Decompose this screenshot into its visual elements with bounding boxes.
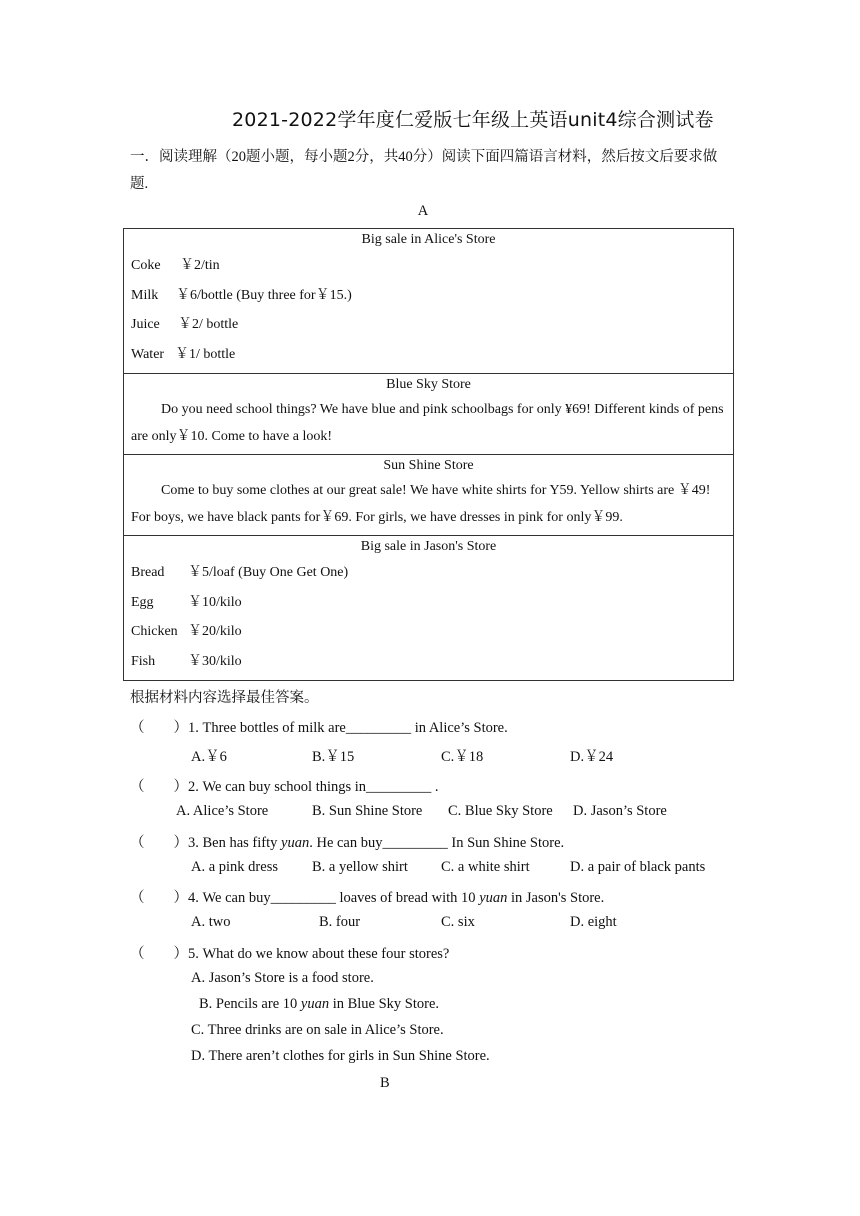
answer-blank: （ ）: [130, 946, 188, 962]
question-2: [130, 775, 439, 796]
store-row-sunshine: [124, 455, 734, 536]
store-name: Blue Sky Store: [386, 377, 471, 392]
stores-table: [123, 228, 734, 681]
answer-blank: （ ）: [130, 890, 188, 906]
option-a: A. Alice’s Store: [176, 803, 269, 819]
option-d: D. Jason’s Store: [573, 803, 667, 819]
option-a: A. Jason’s Store is a food store.: [191, 970, 374, 986]
store-row-alice: [124, 229, 734, 374]
price-line: Coke ￥2/tin: [131, 258, 220, 273]
passage-a-label: A: [417, 203, 429, 219]
option-a: A.￥6: [191, 749, 227, 765]
option-c: C. a white shirt: [441, 859, 530, 875]
option-b: B. four: [319, 914, 361, 930]
price-line: Juice ￥2/ bottle: [131, 317, 239, 332]
option-b: B. Pencils are 10 yuan in Blue Sky Store.: [199, 996, 440, 1012]
option-d: D.￥24: [570, 749, 614, 765]
answer-blank: （ ）: [130, 779, 188, 795]
question-stem: 1. Three bottles of milk are_________ in Alice’s Store.: [188, 720, 508, 736]
price-line: Bread ￥5/loaf (Buy One Get One): [131, 565, 349, 580]
price-line: Egg ￥10/kilo: [131, 594, 242, 610]
section-instructions: 一．阅读理解（20题小题，每小题2分，共40分）阅读下面四篇语言材料，然后按文后要求做题.: [130, 149, 718, 192]
store-description: Come to buy some clothes at our great sale! We have white shirts for Y59. Yellow shirts are ￥49! For boys, we have black pants for￥69. For girls, we have dresses in pink for only￥99.: [131, 483, 711, 525]
price-line: Fish ￥30/kilo: [131, 653, 242, 669]
store-row-jason: [124, 536, 734, 681]
question-stem: 5. What do we know about these four stores?: [188, 946, 450, 962]
question-stem: 2. We can buy school things in_________ .: [188, 779, 439, 795]
question-3: （ ）3. Ben has fifty yuan. He can buy_________ In Sun Shine Store.: [130, 835, 565, 851]
question-4: （ ）4. We can buy_________ loaves of bread with 10 yuan in Jason's Store.: [130, 890, 605, 906]
store-row-bluesky: [124, 374, 734, 455]
answer-blank: （ ）: [130, 835, 188, 851]
option-c: C. Three drinks are on sale in Alice’s Store.: [191, 1022, 444, 1038]
option-b: B. a yellow shirt: [312, 859, 408, 875]
store-name: Big sale in Alice's Store: [361, 232, 496, 247]
option-d: D. a pair of black pants: [570, 859, 706, 875]
option-b: B.￥15: [312, 749, 355, 765]
store-description: Do you need school things? We have blue and pink schoolbags for only ¥69! Different kinds of pens are only￥10. Come to have a look!: [131, 402, 724, 444]
answer-blank: （ ）: [130, 720, 188, 736]
question-5: [130, 942, 449, 963]
option-d: D. There aren’t clothes for girls in Sun Shine Store.: [191, 1048, 490, 1064]
option-b: B. Sun Shine Store: [312, 803, 423, 819]
passage-b-label: B: [380, 1075, 390, 1091]
option-c: C. six: [441, 914, 475, 930]
option-c: C. Blue Sky Store: [448, 803, 553, 819]
page-title: 2021-2022学年度仁爱版七年级上英语unit4综合测试卷: [232, 109, 714, 131]
option-c: C.￥18: [441, 749, 484, 765]
price-line: Chicken ￥20/kilo: [131, 624, 242, 639]
price-line: Milk ￥6/bottle (Buy three for￥15.): [131, 287, 352, 303]
question-1: [130, 716, 508, 737]
option-a: A. two: [191, 914, 231, 930]
choose-instruction: 根据材料内容选择最佳答案。: [130, 690, 319, 706]
option-d: D. eight: [570, 914, 617, 930]
price-line: Water ￥1/ bottle: [131, 346, 236, 362]
store-name: Sun Shine Store: [383, 458, 474, 473]
option-a: A. a pink dress: [191, 859, 278, 875]
store-name: Big sale in Jason's Store: [360, 539, 497, 554]
